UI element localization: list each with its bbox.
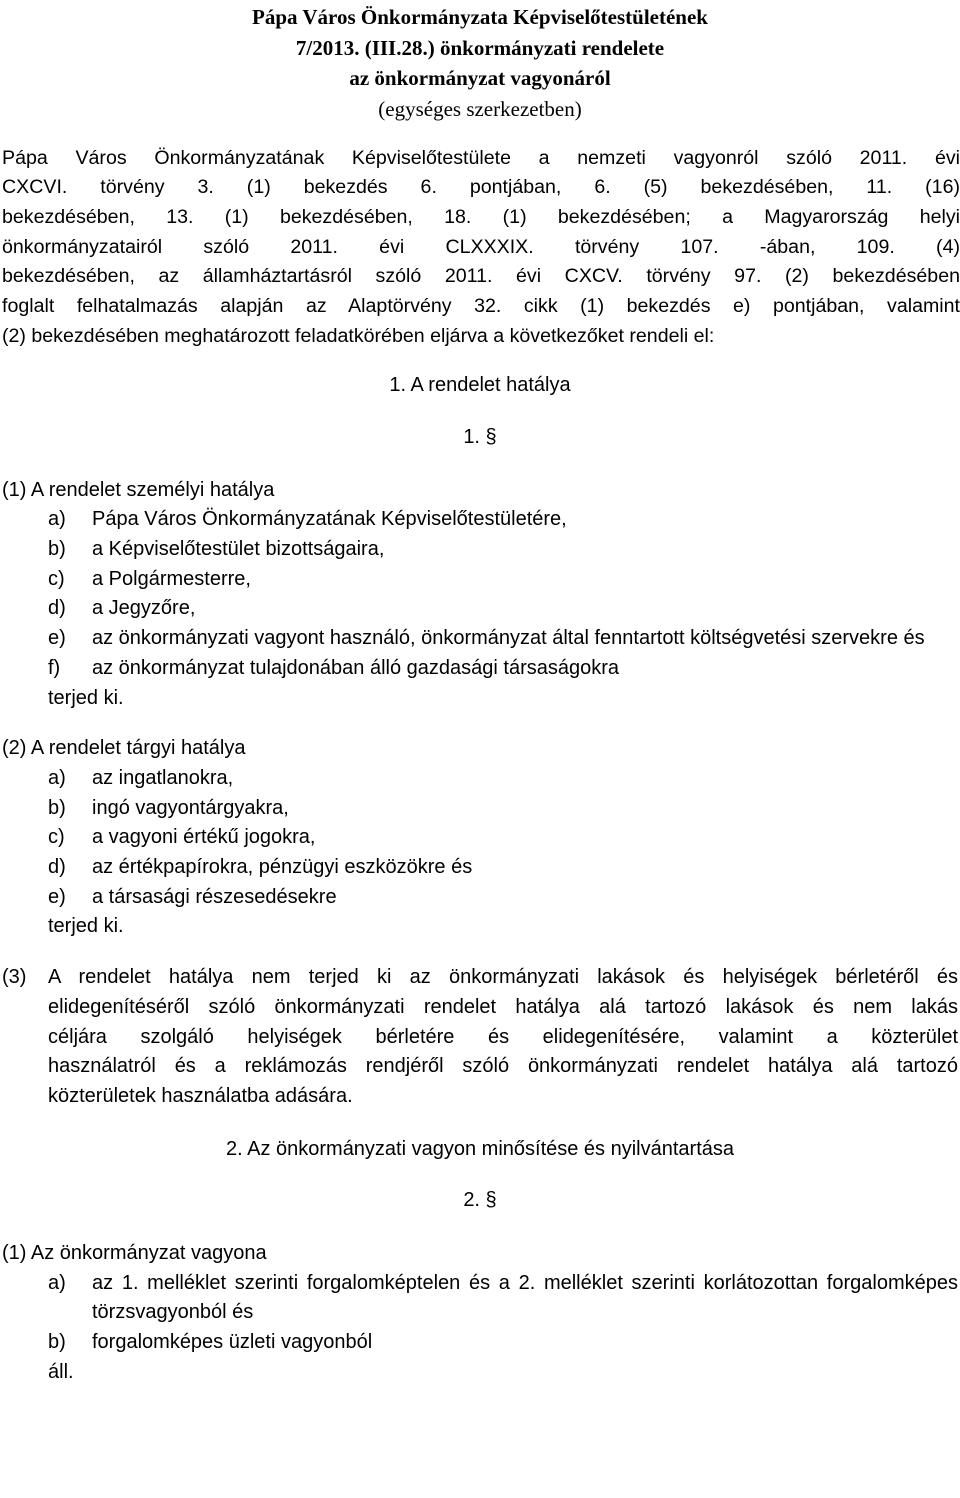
document-subtitle: (egységes szerkezetben) <box>378 96 582 121</box>
preamble-line: Pápa Város Önkormányzatának Képviselőtestülete a nemzeti vagyonról szóló 2011. évi <box>2 146 960 169</box>
list-item <box>0 853 960 883</box>
item-label: e) <box>48 627 66 650</box>
chapter-2-heading: 2. Az önkormányzati vagyon minősítése és nyilvántartása <box>225 1137 735 1160</box>
item-label: f) <box>48 656 61 679</box>
paragraph-tail: áll. <box>48 1360 74 1383</box>
item-label: b) <box>48 538 66 561</box>
item-label: a) <box>48 766 66 789</box>
paragraph-head: (1) Az önkormányzat vagyona <box>2 1241 267 1264</box>
preamble-line: bekezdésében, 13. (1) bekezdésében, 18. (1) bekezdésében; a Magyarország helyi <box>2 205 960 228</box>
list-item <box>0 764 960 794</box>
item-label: c) <box>48 826 65 849</box>
item-label: d) <box>48 597 66 620</box>
item-text: az önkormányzat tulajdonában álló gazdasági társaságokra <box>92 656 620 679</box>
item-label: b) <box>48 1330 66 1353</box>
paragraph-continuation <box>0 993 958 1112</box>
chapter-2-paragraph-1 <box>0 1239 960 1388</box>
item-text: az értékpapírokra, pénzügyi eszközökre és <box>92 856 473 879</box>
chapter-1-paragraph-3 <box>0 963 960 1112</box>
item-text: a vagyoni értékű jogokra, <box>92 826 316 849</box>
title-line-3: az önkormányzat vagyonáról <box>349 66 611 90</box>
list-item <box>0 823 960 853</box>
paragraph-label: (3) <box>2 966 27 989</box>
item-label: e) <box>48 885 66 908</box>
item-text: a Polgármesterre, <box>92 567 251 590</box>
item-text: ingó vagyontárgyakra, <box>92 796 289 819</box>
preamble-line: foglalt felhatalmazás alapján az Alaptörvény 32. cikk (1) bekezdés e) pontjában, valamint <box>2 295 960 318</box>
preamble <box>0 144 960 352</box>
item-text: az ingatlanokra, <box>92 766 234 789</box>
list-item <box>0 565 960 595</box>
title-line-1: Pápa Város Önkormányzata Képviselőtestületének <box>252 5 708 29</box>
item-text: forgalomképes üzleti vagyonból <box>92 1330 373 1353</box>
preamble-line: CXCVI. törvény 3. (1) bekezdés 6. pontjában, 6. (5) bekezdésében, 11. (16) <box>2 176 960 199</box>
paragraph-line: A rendelet hatálya nem terjed ki az önkormányzati lakások és helyiségek bérletéről és <box>48 966 958 989</box>
paragraph-line: használatról és a reklámozás rendjéről szóló önkormányzati rendelet hatálya alá tartozó <box>48 1055 958 1078</box>
paragraph-line: céljára szolgáló helyiségek bérletére és elidegenítésére, valamint a közterület <box>48 1025 958 1048</box>
chapter-1-paragraph-2 <box>0 734 960 942</box>
list-item <box>0 624 960 654</box>
section-1-number: 1. § <box>463 426 497 449</box>
paragraph-head: (2) A rendelet tárgyi hatálya <box>2 737 246 760</box>
list-item <box>0 535 960 565</box>
list-item <box>0 1328 960 1358</box>
list-item <box>0 505 960 535</box>
section-2-number: 2. § <box>463 1189 497 1212</box>
paragraph-line: közterületek használatba adására. <box>48 1084 353 1107</box>
title-line-2: 7/2013. (III.28.) önkormányzati rendelete <box>295 35 665 60</box>
preamble-line: önkormányzatairól szóló 2011. évi CLXXXIX. törvény 107. -ában, 109. (4) <box>2 235 960 258</box>
list-item <box>0 794 960 824</box>
item-text: a Jegyzőre, <box>92 597 196 620</box>
item-text: a Képviselőtestület bizottságaira, <box>92 538 385 561</box>
item-label: c) <box>48 567 65 590</box>
paragraph-line: elidegenítéséről szóló önkormányzati rendelet hatálya alá tartozó lakások és nem lakás <box>48 995 958 1018</box>
chapter-1-heading: 1. A rendelet hatálya <box>389 374 571 397</box>
item-label: a) <box>48 1271 66 1294</box>
item-text: az önkormányzati vagyont használó, önkormányzat által fenntartott költségvetési szervekre és <box>92 627 925 650</box>
chapter-1-paragraph-1 <box>0 476 960 714</box>
paragraph-first-line <box>0 963 960 993</box>
document-title <box>0 2 960 94</box>
item-text: Pápa Város Önkormányzatának Képviselőtestületére, <box>92 508 567 531</box>
paragraph-tail: terjed ki. <box>48 686 124 709</box>
item-text: a társasági részesedésekre <box>92 885 337 908</box>
preamble-line: bekezdésében, az államháztartásról szóló 2011. évi CXCV. törvény 97. (2) bekezdésében <box>2 265 960 288</box>
preamble-line: (2) bekezdésében meghatározott feladatkörében eljárva a következőket rendeli el: <box>2 324 715 347</box>
list-item <box>0 654 960 684</box>
item-label: d) <box>48 856 66 879</box>
list-item <box>0 1269 960 1328</box>
list-item <box>0 883 960 913</box>
list-item <box>0 594 960 624</box>
paragraph-tail: terjed ki. <box>48 915 124 938</box>
paragraph-head: (1) A rendelet személyi hatálya <box>2 478 275 501</box>
item-label: b) <box>48 796 66 819</box>
item-label: a) <box>48 508 66 531</box>
item-text: az 1. melléklet szerinti forgalomképtelen és a 2. melléklet szerinti korlátozottan forgalomképes törzsvagyonból és <box>92 1271 958 1324</box>
